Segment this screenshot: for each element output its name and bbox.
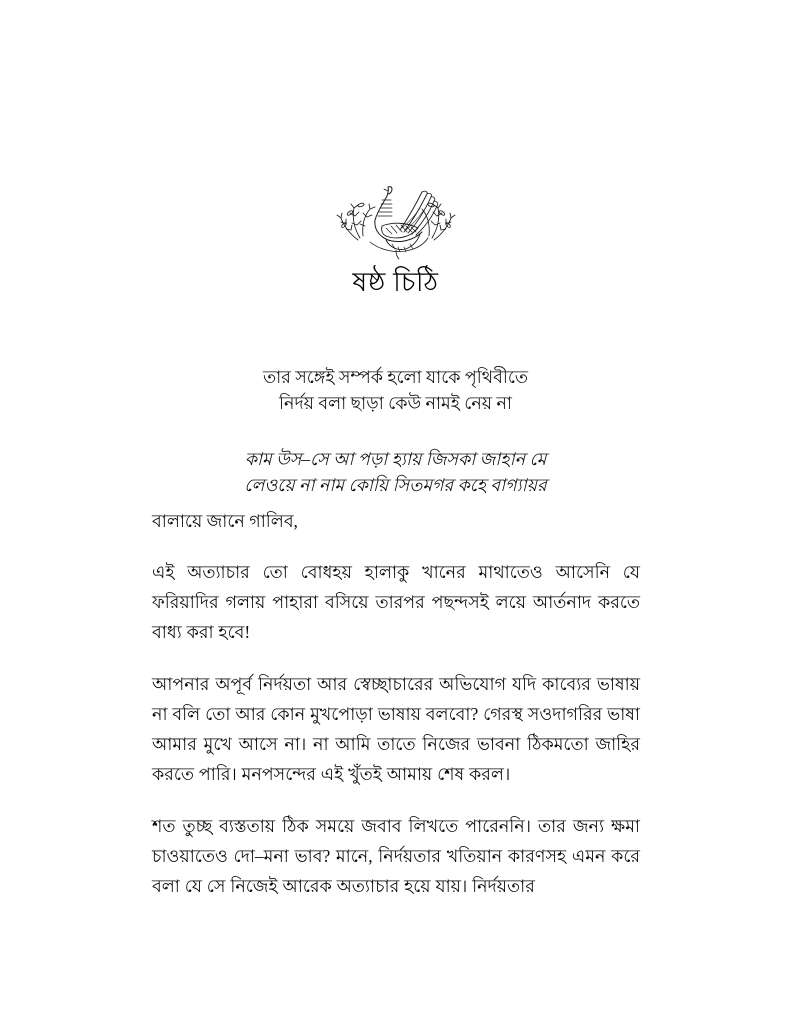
verse-line: নির্দয় বলা ছাড়া কেউ নামই নেয় না [279,393,512,413]
peacock-floral-ornament [330,178,462,260]
letter-body [152,508,640,901]
chapter-title: ষষ্ঠ চিঠি [352,267,439,297]
verse-block-two [0,446,791,498]
verse-line: কাম উস–সে আ পড়া হ্যায় জিসকা জাহান মে [244,449,547,469]
verse-block-one [0,364,791,416]
body-paragraph: আপনার অপূর্ব নির্দয়তা আর স্বেচ্ছাচারের অভিযোগ যদি কাব্যের ভাষায় না বলি তো আর কোন মুখপোড়া ভাষায় বলবো? গেরস্থ সওদাগরির ভাষা আমার মুখে আসে না। না আমি তাতে নিজের ভাবনা ঠিকমতো জাহির করতে পারি। মনপসন্দের এই খুঁতই আমায় শেষ করল। [152,674,640,784]
salutation: বালায়ে জানে গালিব, [152,511,298,531]
verse-line: তার সঙ্গেই সম্পর্ক হলো যাকে পৃথিবীতে [263,367,528,387]
body-paragraph: এই অত্যাচার তো বোধহয় হালাকু খানের মাথাতেও আসেনি যে ফরিয়াদির গলায় পাহারা বসিয়ে তারপর পছন্দসই লয়ে আর্তনাদ করতে বাধ্য করা হবে! [152,562,640,642]
verse-line: লেওয়ে না নাম কোয়ি সিতমগর কহে বাগ্যায়র [244,475,547,495]
ornament-container [0,178,791,260]
body-paragraph: শত তুচ্ছ ব্যস্ততায় ঠিক সময়ে জবাব লিখতে পারেননি। তার জন্য ক্ষমা চাওয়াতেও দো–মনা ভাব? মানে, নির্দয়তার খতিয়ান কারণসহ এমন করে বলা যে সে নিজেই আরেক অত্যাচার হয়ে যায়। নির্দয়তার [152,816,640,896]
